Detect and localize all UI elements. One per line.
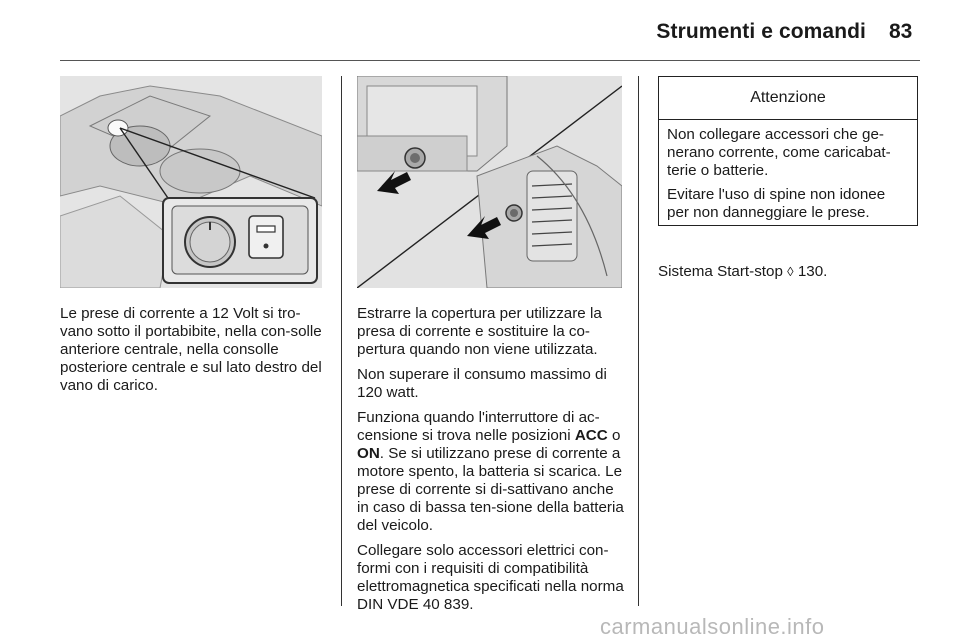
figure-power-outlet-rear [357,76,622,288]
console-illustration [60,76,322,288]
warning-title: Attenzione [659,77,917,120]
ignition-text-post: . Se si utilizzano prese di corrente a motore spento, la batteria si scarica. Le prese di corrente si di-sattivano anche in caso di bassa ten-sione della batteria del veicolo. [357,445,624,534]
column-1-text [60,305,330,402]
page-title: Strumenti e comandi [656,20,866,43]
start-stop-reference[interactable] [658,263,920,281]
column-divider-1 [341,76,342,606]
outlet-locations-paragraph: Le prese di corrente a 12 Volt si tro-vano sotto il portabibite, nella con-solle anteriore centrale, nella consolle posteriore centrale e sul lato destro del vano di carico. [60,305,322,394]
warning-paragraph-1: Non collegare accessori che ge-nerano corrente, come caricabat-terie o batterie. [667,126,891,179]
emc-paragraph: Collegare solo accessori elettrici con-formi con i requisiti di compatibilità elettromagnetica specificati nella norma DIN VDE 40 839. [357,542,624,613]
reference-text: Sistema Start-stop [658,263,783,280]
watermark: carmanualsonline.info [600,614,825,639]
warning-paragraph-2: Evitare l'uso di spine non idonee per non danneggiare le prese. [667,186,886,221]
ignition-text-or: o [607,427,621,444]
page-number: 83 [889,20,913,43]
warning-body [659,120,917,222]
column-divider-2 [638,76,639,606]
rear-outlet-illustration [357,76,622,288]
on-label: ON [357,445,380,462]
header-rule [60,60,920,61]
max-power-paragraph: Non superare il consumo massimo di 120 watt. [357,366,607,401]
reference-arrow-icon: ◊ [787,264,794,279]
column-2-text [357,305,627,621]
reference-page: 130. [793,263,828,280]
figure-power-outlet-console [60,76,322,288]
cover-instructions-paragraph: Estrarre la copertura per utilizzare la presa di corrente e sostituire la co-pertura quando non viene utilizzata. [357,305,602,358]
ignition-paragraph [357,409,627,535]
warning-box [658,76,918,226]
acc-label: ACC [574,427,608,444]
ignition-text-pre: Funziona quando l'interruttore di ac-censione si trova nelle posizioni [357,409,600,444]
